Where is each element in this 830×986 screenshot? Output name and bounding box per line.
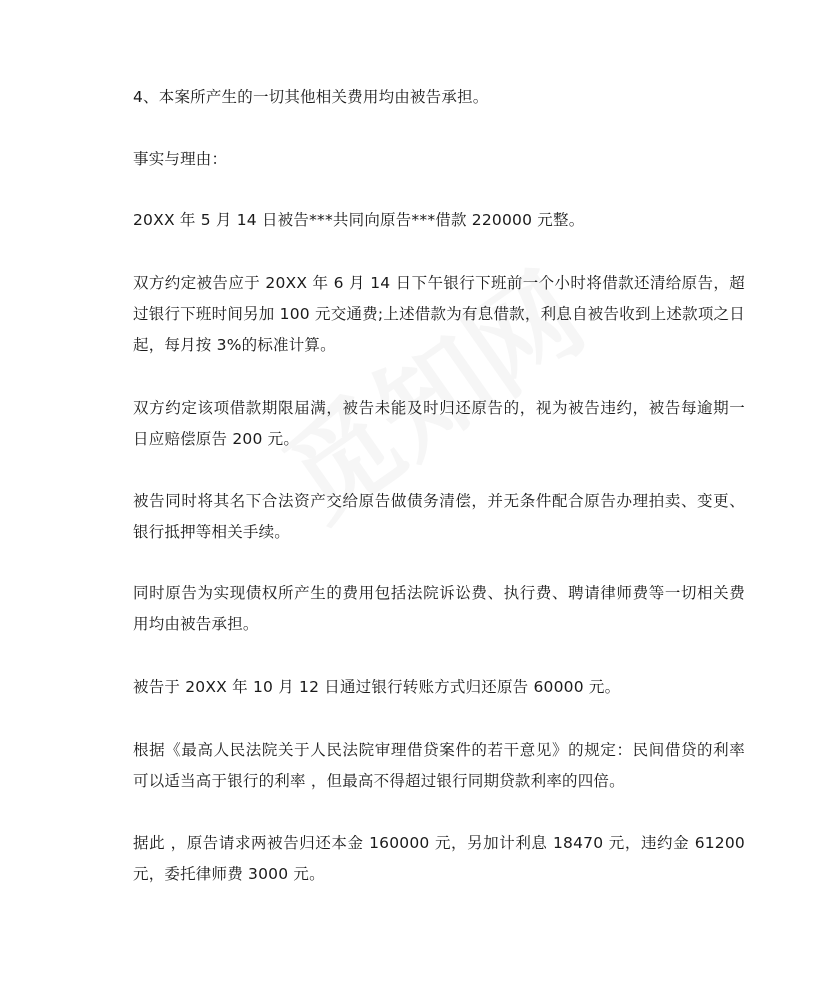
paragraph-cost-clause: 4、本案所产生的一切其他相关费用均由被告承担。: [133, 88, 489, 106]
paragraph-facts-heading: 事实与理由：: [133, 150, 228, 168]
paragraph-asset-transfer: 被告同时将其名下合法资产交给原告做债务清偿，并无条件配合原告办理拍卖、变更、银行抵押等相关手续。: [133, 492, 745, 541]
paragraph-claim-summary: 据此 ，原告请求两被告归还本金 160000 元，另加计利息 18470 元，违约金 61200 元，委托律师费 3000 元。: [133, 834, 745, 883]
paragraph-default-terms: 双方约定该项借款期限届满，被告未能及时归还原告的，视为被告违约，被告每逾期一日应赔偿原告 200 元。: [133, 399, 745, 448]
paragraph-legal-basis: 根据《最高人民法院关于人民法院审理借贷案件的若干意见》的规定：民间借贷的利率可以适当高于银行的利率 ，但最高不得超过银行同期贷款利率的四倍。: [133, 741, 745, 790]
paragraph-loan-date: 20XX 年 5 月 14 日被告***共同向原告***借款 220000 元整。: [133, 211, 585, 229]
paragraph-repayment-terms: 双方约定被告应于 20XX 年 6 月 14 日下午银行下班前一个小时将借款还清给原告，超过银行下班时间另加 100 元交通费;上述借款为有息借款，利息自被告收到上述款项之日起，每月按 3%的标准计算。: [133, 274, 745, 354]
paragraph-creditor-costs: 同时原告为实现债权所产生的费用包括法院诉讼费、执行费、聘请律师费等一切相关费用均由被告承担。: [133, 584, 745, 633]
paragraph-partial-repayment: 被告于 20XX 年 10 月 12 日通过银行转账方式归还原告 60000 元。: [133, 678, 621, 696]
